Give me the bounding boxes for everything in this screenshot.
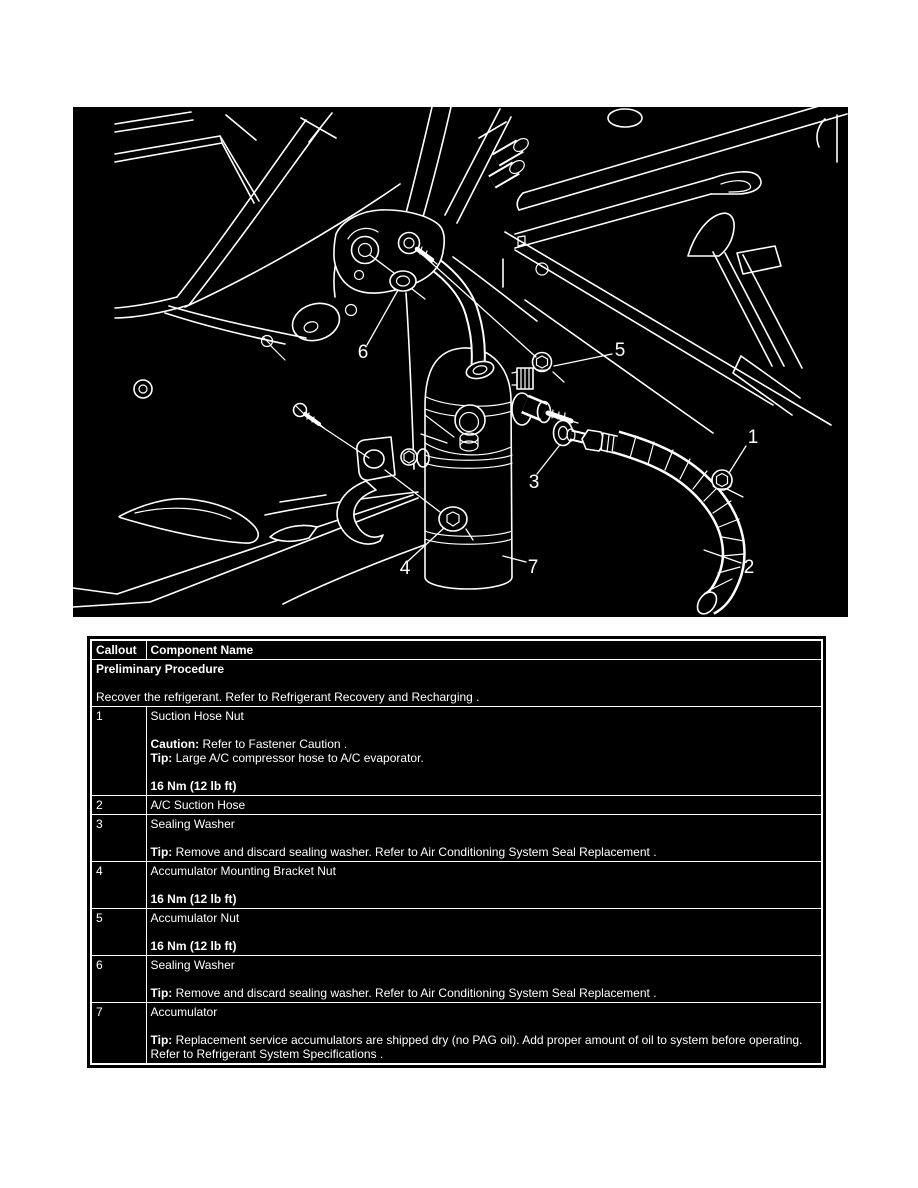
description-line: 16 Nm (12 lb ft) (150, 939, 237, 953)
description-line: 16 Nm (12 lb ft) (150, 892, 237, 906)
exploded-view-illustration-panel (73, 107, 848, 617)
evaporator-fitting-plate (334, 210, 444, 293)
description-line: Tip: Large A/C compressor hose to A/C evaporator. (150, 751, 424, 765)
component-description-cell (146, 815, 822, 862)
preliminary-procedure-row (91, 660, 822, 707)
callout-column-header: Callout (91, 640, 146, 660)
description-line: Tip: Replacement service accumulators are shipped dry (no PAG oil). Add proper amount of oil to system before operating. Refer to Refrigerant System Specifications . (150, 1033, 803, 1061)
preliminary-procedure-text: Recover the refrigerant. Refer to Refrigerant Recovery and Recharging . (96, 690, 480, 704)
diagram-callout-6: 6 (357, 342, 369, 363)
description-line: A/C Suction Hose (150, 798, 246, 812)
callout-number-cell: 6 (91, 956, 146, 1003)
component-row-2 (91, 796, 822, 815)
exploded-view-diagram (73, 107, 848, 617)
spacer (151, 831, 818, 845)
accumulator-assembly-drawing (294, 210, 745, 617)
component-table-container (87, 636, 826, 1068)
diagram-callout-4: 4 (399, 558, 411, 579)
description-line: Tip: Remove and discard sealing washer. Refer to Air Conditioning System Seal Replacement . (150, 845, 657, 859)
preliminary-procedure-title: Preliminary Procedure (96, 662, 225, 676)
component-row-6 (91, 956, 822, 1003)
description-line: 16 Nm (12 lb ft) (150, 779, 237, 793)
component-row-1 (91, 707, 822, 796)
callout-number-cell: 1 (91, 707, 146, 796)
diagram-callout-2: 2 (743, 557, 755, 578)
description-line: Accumulator (150, 1005, 218, 1019)
callout-number-cell: 5 (91, 909, 146, 956)
spacer (151, 765, 818, 779)
diagram-callout-7: 7 (527, 557, 539, 578)
component-description-cell (146, 909, 822, 956)
description-line: Accumulator Nut (150, 911, 240, 925)
bracket-nut (439, 507, 467, 531)
component-description-cell (146, 796, 822, 815)
callout-number-cell: 3 (91, 815, 146, 862)
sealing-washer-3 (554, 421, 573, 446)
description-line: Tip: Remove and discard sealing washer. Refer to Air Conditioning System Seal Replacement . (150, 986, 657, 1000)
component-description-cell (146, 956, 822, 1003)
component-description-cell (146, 1003, 822, 1065)
callout-number-cell: 7 (91, 1003, 146, 1065)
diagram-callout-3: 3 (528, 472, 540, 493)
spacer (96, 676, 817, 690)
spacer (151, 972, 818, 986)
component-description-cell (146, 707, 822, 796)
diagram-callout-1: 1 (747, 427, 759, 448)
description-line: Caution: Refer to Fastener Caution . (150, 737, 348, 751)
spacer (151, 723, 818, 737)
spacer (151, 878, 818, 892)
preliminary-procedure-cell (91, 660, 822, 707)
table-header-row (91, 640, 822, 660)
component-name-column-header: Component Name (146, 640, 822, 660)
spacer (151, 1019, 818, 1033)
component-row-4 (91, 862, 822, 909)
component-row-7 (91, 1003, 822, 1065)
component-row-5 (91, 909, 822, 956)
description-line: Accumulator Mounting Bracket Nut (150, 864, 336, 878)
component-description-cell (146, 862, 822, 909)
diagram-callout-5: 5 (614, 340, 626, 361)
description-line: Suction Hose Nut (150, 709, 244, 723)
spacer (151, 925, 818, 939)
callout-number-cell: 2 (91, 796, 146, 815)
callout-number-cell: 4 (91, 862, 146, 909)
component-row-3 (91, 815, 822, 862)
sealing-washer-6 (390, 271, 416, 291)
component-table (90, 639, 823, 1065)
description-line: Sealing Washer (150, 958, 235, 972)
description-line: Sealing Washer (150, 817, 235, 831)
